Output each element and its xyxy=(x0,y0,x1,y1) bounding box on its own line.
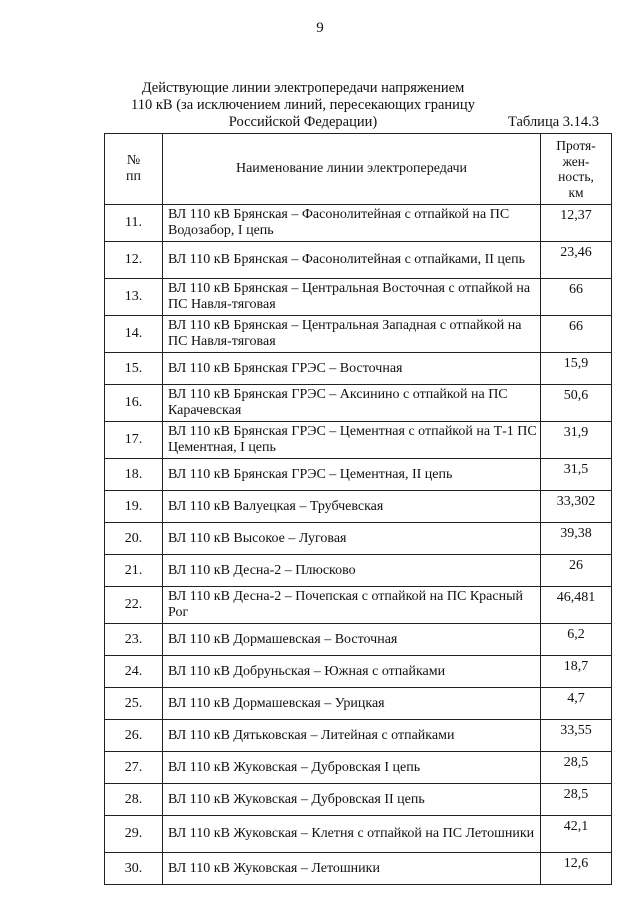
row-number-cell: 22. xyxy=(105,587,163,624)
row-number-cell: 27. xyxy=(105,752,163,784)
table-row xyxy=(105,720,612,752)
header-length-line: жен- xyxy=(562,153,590,169)
title-line: 110 кВ (за исключением линий, пересекающих границу xyxy=(131,97,475,113)
row-number-cell: 26. xyxy=(105,720,163,752)
line-length-cell: 66 xyxy=(541,279,612,316)
table-body xyxy=(105,205,612,885)
table-row xyxy=(105,422,612,459)
line-length-cell: 6,2 xyxy=(541,624,612,656)
row-number-cell: 24. xyxy=(105,656,163,688)
title-line: Российской Федерации) xyxy=(228,114,378,130)
line-length-cell: 23,46 xyxy=(541,242,612,279)
row-number-cell: 11. xyxy=(105,205,163,242)
header-number xyxy=(105,134,163,205)
line-name-cell: ВЛ 110 кВ Валуецкая – Трубчевская xyxy=(163,491,541,523)
line-name-cell: ВЛ 110 кВ Брянская – Центральная Восточная с отпайкой на ПС Навля-тяговая xyxy=(163,279,541,316)
line-name-cell: ВЛ 110 кВ Высокое – Луговая xyxy=(163,523,541,555)
table-row xyxy=(105,205,612,242)
line-length-cell: 33,302 xyxy=(541,491,612,523)
line-length-cell: 4,7 xyxy=(541,688,612,720)
line-name-cell: ВЛ 110 кВ Жуковская – Клетня с отпайкой на ПС Летошники xyxy=(163,816,541,853)
row-number-cell: 17. xyxy=(105,422,163,459)
header-number-line: пп xyxy=(126,169,141,184)
header-length-line: Протя- xyxy=(556,138,596,153)
row-number-cell: 23. xyxy=(105,624,163,656)
line-name-cell: ВЛ 110 кВ Брянская ГРЭС – Цементная, II цепь xyxy=(163,459,541,491)
table-row xyxy=(105,752,612,784)
line-length-cell: 31,5 xyxy=(541,459,612,491)
line-length-cell: 31,9 xyxy=(541,422,612,459)
table-row xyxy=(105,523,612,555)
line-length-cell: 15,9 xyxy=(541,353,612,385)
table-row xyxy=(105,242,612,279)
table-row xyxy=(105,624,612,656)
header-number-line: № xyxy=(126,153,141,168)
line-length-cell: 42,1 xyxy=(541,816,612,853)
table-row xyxy=(105,316,612,353)
line-name-cell: ВЛ 110 кВ Брянская – Фасонолитейная с отпайкой на ПС Водозабор, I цепь xyxy=(163,205,541,242)
header-name: Наименование линии электропередачи xyxy=(163,134,541,205)
header-length-line: ность, xyxy=(558,169,594,184)
power-lines-table xyxy=(104,133,612,885)
table-row xyxy=(105,816,612,853)
title-line: Действующие линии электропередачи напряжением xyxy=(141,80,465,96)
table-row xyxy=(105,459,612,491)
row-number-cell: 20. xyxy=(105,523,163,555)
table-row xyxy=(105,491,612,523)
table-row xyxy=(105,656,612,688)
row-number-cell: 13. xyxy=(105,279,163,316)
row-number-cell: 18. xyxy=(105,459,163,491)
line-length-cell: 50,6 xyxy=(541,385,612,422)
table-row xyxy=(105,555,612,587)
row-number-cell: 30. xyxy=(105,853,163,885)
line-name-cell: ВЛ 110 кВ Дормашевская – Урицкая xyxy=(163,688,541,720)
line-name-cell: ВЛ 110 кВ Брянская ГРЭС – Цементная с отпайкой на Т-1 ПС Цементная, I цепь xyxy=(163,422,541,459)
table-row xyxy=(105,688,612,720)
page-number: 9 xyxy=(316,20,324,36)
line-length-cell: 39,38 xyxy=(541,523,612,555)
line-length-cell: 46,481 xyxy=(541,587,612,624)
document-title xyxy=(108,80,498,131)
table-row xyxy=(105,385,612,422)
line-length-cell: 28,5 xyxy=(541,784,612,816)
table-row xyxy=(105,587,612,624)
row-number-cell: 19. xyxy=(105,491,163,523)
table-label: Таблица 3.14.3 xyxy=(508,114,600,130)
line-length-cell: 12,37 xyxy=(541,205,612,242)
line-length-cell: 66 xyxy=(541,316,612,353)
row-number-cell: 29. xyxy=(105,816,163,853)
line-length-cell: 33,55 xyxy=(541,720,612,752)
row-number-cell: 25. xyxy=(105,688,163,720)
line-length-cell: 28,5 xyxy=(541,752,612,784)
table-header-row xyxy=(105,134,612,205)
table-row xyxy=(105,853,612,885)
line-name-cell: ВЛ 110 кВ Дятьковская – Литейная с отпайками xyxy=(163,720,541,752)
line-name-cell: ВЛ 110 кВ Дормашевская – Восточная xyxy=(163,624,541,656)
line-name-cell: ВЛ 110 кВ Десна-2 – Плюсково xyxy=(163,555,541,587)
table-row xyxy=(105,279,612,316)
line-name-cell: ВЛ 110 кВ Жуковская – Дубровская I цепь xyxy=(163,752,541,784)
line-name-cell: ВЛ 110 кВ Добруньская – Южная с отпайками xyxy=(163,656,541,688)
header-length xyxy=(541,134,612,205)
row-number-cell: 28. xyxy=(105,784,163,816)
line-name-cell: ВЛ 110 кВ Брянская – Центральная Западная с отпайкой на ПС Навля-тяговая xyxy=(163,316,541,353)
line-name-cell: ВЛ 110 кВ Десна-2 – Почепская с отпайкой на ПС Красный Рог xyxy=(163,587,541,624)
row-number-cell: 14. xyxy=(105,316,163,353)
line-name-cell: ВЛ 110 кВ Жуковская – Летошники xyxy=(163,853,541,885)
table-row xyxy=(105,353,612,385)
line-name-cell: ВЛ 110 кВ Жуковская – Дубровская II цепь xyxy=(163,784,541,816)
line-length-cell: 12,6 xyxy=(541,853,612,885)
row-number-cell: 16. xyxy=(105,385,163,422)
header-length-line: км xyxy=(568,184,584,200)
line-name-cell: ВЛ 110 кВ Брянская ГРЭС – Восточная xyxy=(163,353,541,385)
line-name-cell: ВЛ 110 кВ Брянская – Фасонолитейная с отпайками, II цепь xyxy=(163,242,541,279)
line-length-cell: 26 xyxy=(541,555,612,587)
row-number-cell: 15. xyxy=(105,353,163,385)
row-number-cell: 12. xyxy=(105,242,163,279)
table-row xyxy=(105,784,612,816)
line-name-cell: ВЛ 110 кВ Брянская ГРЭС – Аксинино с отпайкой на ПС Карачевская xyxy=(163,385,541,422)
line-length-cell: 18,7 xyxy=(541,656,612,688)
row-number-cell: 21. xyxy=(105,555,163,587)
